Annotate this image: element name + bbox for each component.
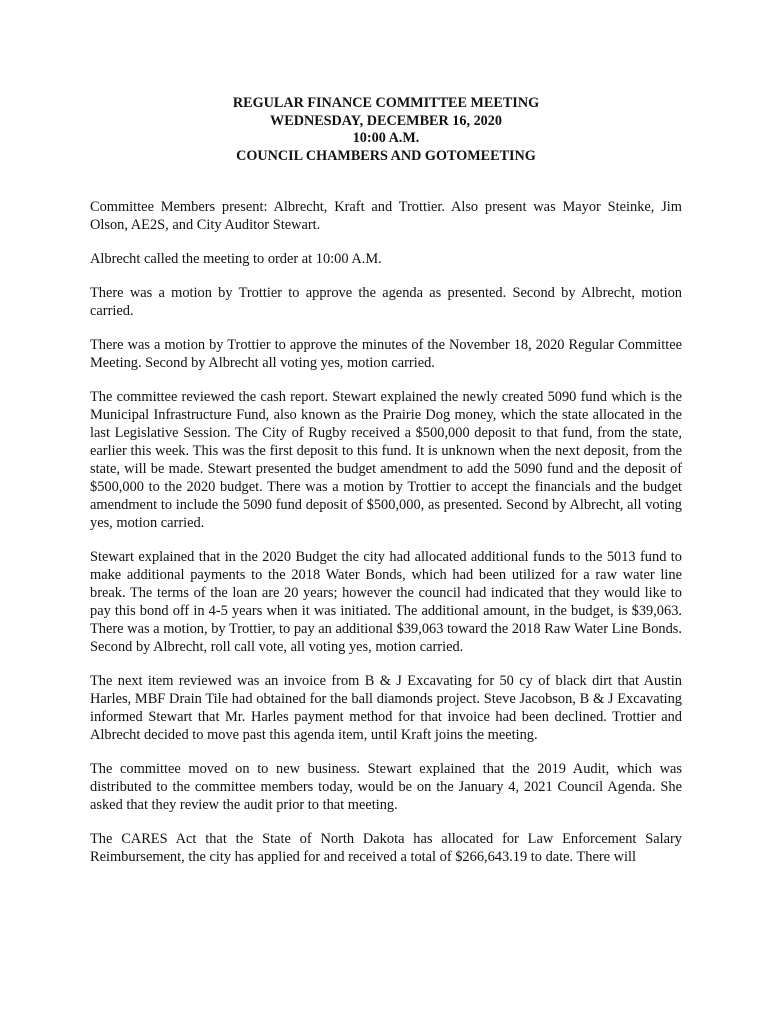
paragraph-attendance: Committee Members present: Albrecht, Kraft and Trottier. Also present was Mayor Steinke, Jim Olson, AE2S, and City Auditor Stewart.	[90, 199, 682, 233]
paragraph-cares-act: The CARES Act that the State of North Dakota has allocated for Law Enforcement Salary Reimbursement, the city has applied for and received a total of $266,643.19 to date. There will	[90, 831, 682, 865]
paragraph-minutes-motion: There was a motion by Trottier to approve the minutes of the November 18, 2020 Regular Committee Meeting. Second by Albrecht all voting yes, motion carried.	[90, 337, 682, 371]
heading-location: COUNCIL CHAMBERS AND GOTOMEETING	[236, 147, 536, 164]
paragraph-agenda-motion: There was a motion by Trottier to approve the agenda as presented. Second by Albrecht, motion carried.	[90, 285, 682, 319]
paragraph-invoice: The next item reviewed was an invoice from B & J Excavating for 50 cy of black dirt that Austin Harles, MBF Drain Tile had obtained for the ball diamonds project. Steve Jacobson, B & J Excavating informed Stewart that Mr. Harles payment method for that invoice had been declined. Trottier and Albrecht decided to move past this agenda item, until Kraft joins the meeting.	[90, 673, 682, 743]
heading-time: 10:00 A.M.	[352, 130, 420, 146]
paragraph-new-business: The committee moved on to new business. Stewart explained that the 2019 Audit, which was distributed to the committee members today, would be on the January 4, 2021 Council Agenda. She asked that they review the audit prior to that meeting.	[90, 761, 682, 813]
paragraph-cash-report: The committee reviewed the cash report. Stewart explained the newly created 5090 fund which is the Municipal Infrastructure Fund, also known as the Prairie Dog money, which the state allocated in the last Legislative Session. The City of Rugby received a $500,000 deposit to that fund, from the state, earlier this week. This was the first deposit to this fund. It is unknown when the next deposit, from the state, will be made. Stewart presented the budget amendment to add the 5090 fund and the deposit of $500,000 to the 2020 budget. There was a motion by Trottier to accept the financials and the budget amendment to include the 5090 fund deposit of $500,000, as presented. Second by Albrecht, all voting yes, motion carried.	[90, 389, 682, 531]
heading-title: REGULAR FINANCE COMMITTEE MEETING	[232, 95, 540, 111]
meeting-heading	[90, 95, 682, 165]
document-body	[90, 95, 682, 882]
paragraph-call-to-order: Albrecht called the meeting to order at 10:00 A.M.	[90, 251, 382, 267]
paragraph-water-bonds: Stewart explained that in the 2020 Budget the city had allocated additional funds to the 5013 fund to make additional payments to the 2018 Water Bonds, which had been utilized for a raw water line break. The terms of the loan are 20 years; however the council had indicated that they would like to pay this bond off in 4-5 years when it was initiated. The additional amount, in the budget, is $39,063. There was a motion, by Trottier, to pay an additional $39,063 toward the 2018 Raw Water Line Bonds. Second by Albrecht, roll call vote, all voting yes, motion carried.	[90, 549, 682, 655]
heading-date: WEDNESDAY, DECEMBER 16, 2020	[270, 112, 502, 129]
